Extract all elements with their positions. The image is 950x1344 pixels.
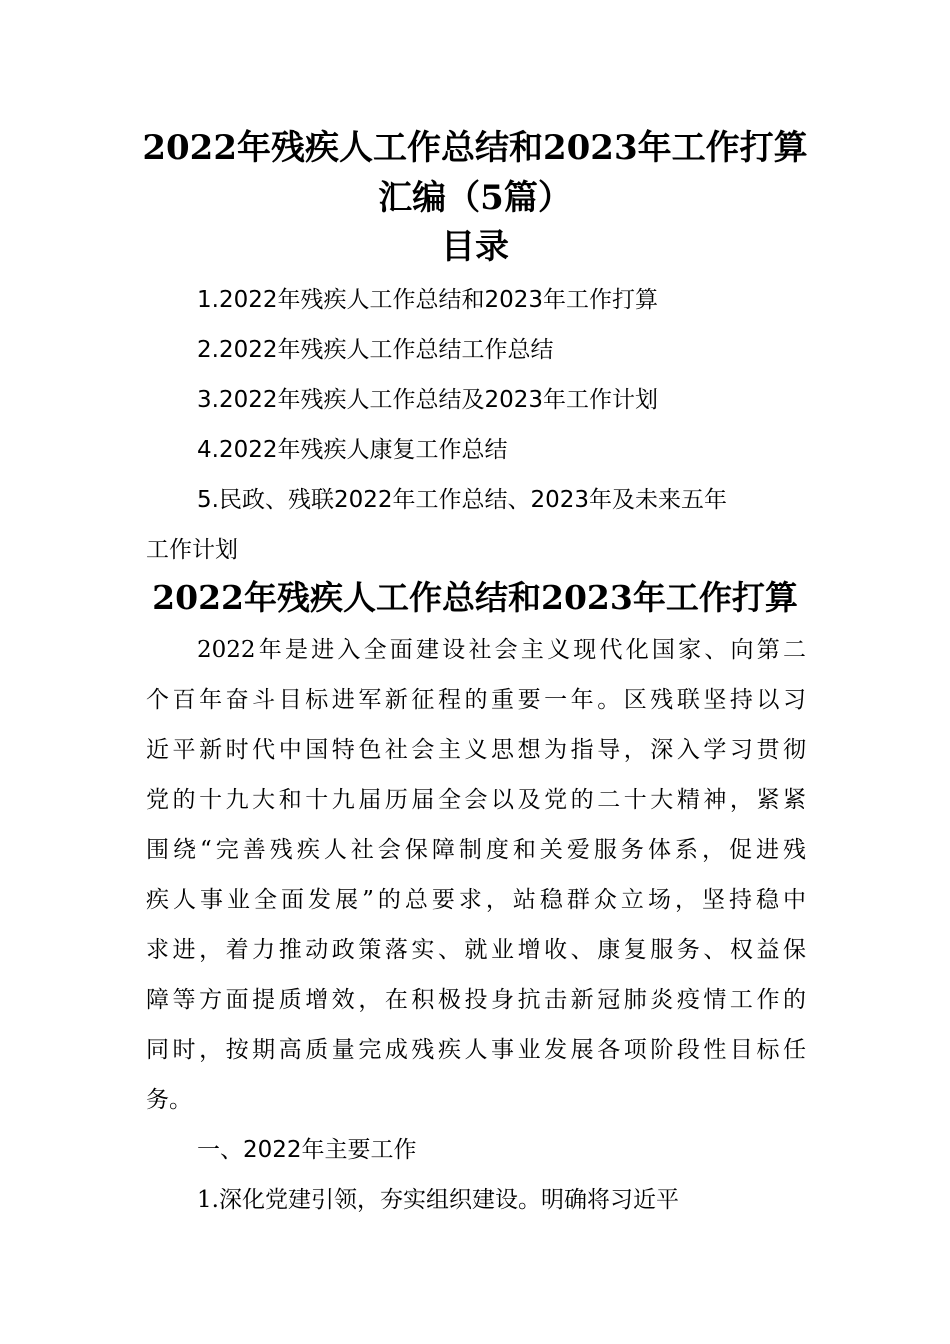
toc-item: 2.2022年残疾人工作总结工作总结 — [197, 337, 554, 363]
toc-item: 3.2022年残疾人工作总结及2023年工作计划 — [197, 387, 659, 413]
paragraph-line: 近平新时代中国特色社会主义思想为指导，深入学习贯彻 — [146, 737, 806, 763]
paragraph-line: 求进，着力推动政策落实、就业增收、康复服务、权益保 — [146, 937, 806, 963]
subheading: 一、2022年主要工作 — [197, 1137, 417, 1163]
paragraph-line: 障等方面提质增效，在积极投身抗击新冠肺炎疫情工作的 — [146, 987, 806, 1013]
paragraph-line: 2022年是进入全面建设社会主义现代化国家、向第二 — [197, 637, 806, 663]
document-title-line-2: 汇编（5篇） — [378, 178, 572, 218]
paragraph-line: 同时，按期高质量完成残疾人事业发展各项阶段性目标任 — [146, 1037, 806, 1063]
paragraph-line: 1.深化党建引领，夯实组织建设。明确将习近平 — [197, 1187, 679, 1213]
toc-item: 4.2022年残疾人康复工作总结 — [197, 437, 508, 463]
toc-item-continuation: 工作计划 — [146, 537, 238, 563]
toc-heading: 目录 — [441, 227, 509, 267]
toc-item: 5.民政、残联2022年工作总结、2023年及未来五年 — [197, 487, 728, 513]
toc-item: 1.2022年残疾人工作总结和2023年工作打算 — [197, 287, 659, 313]
paragraph-line: 疾人事业全面发展”的总要求，站稳群众立场，坚持稳中 — [146, 887, 806, 913]
paragraph-line: 党的十九大和十九届历届全会以及党的二十大精神，紧紧 — [146, 787, 806, 813]
paragraph-line: 务。 — [146, 1087, 192, 1113]
section-title: 2022年残疾人工作总结和2023年工作打算 — [152, 578, 798, 617]
document-title-line-1: 2022年残疾人工作总结和2023年工作打算 — [142, 128, 808, 168]
paragraph-line: 个百年奋斗目标进军新征程的重要一年。区残联坚持以习 — [146, 687, 806, 713]
paragraph-line: 围绕“完善残疾人社会保障制度和关爱服务体系，促进残 — [146, 837, 806, 863]
